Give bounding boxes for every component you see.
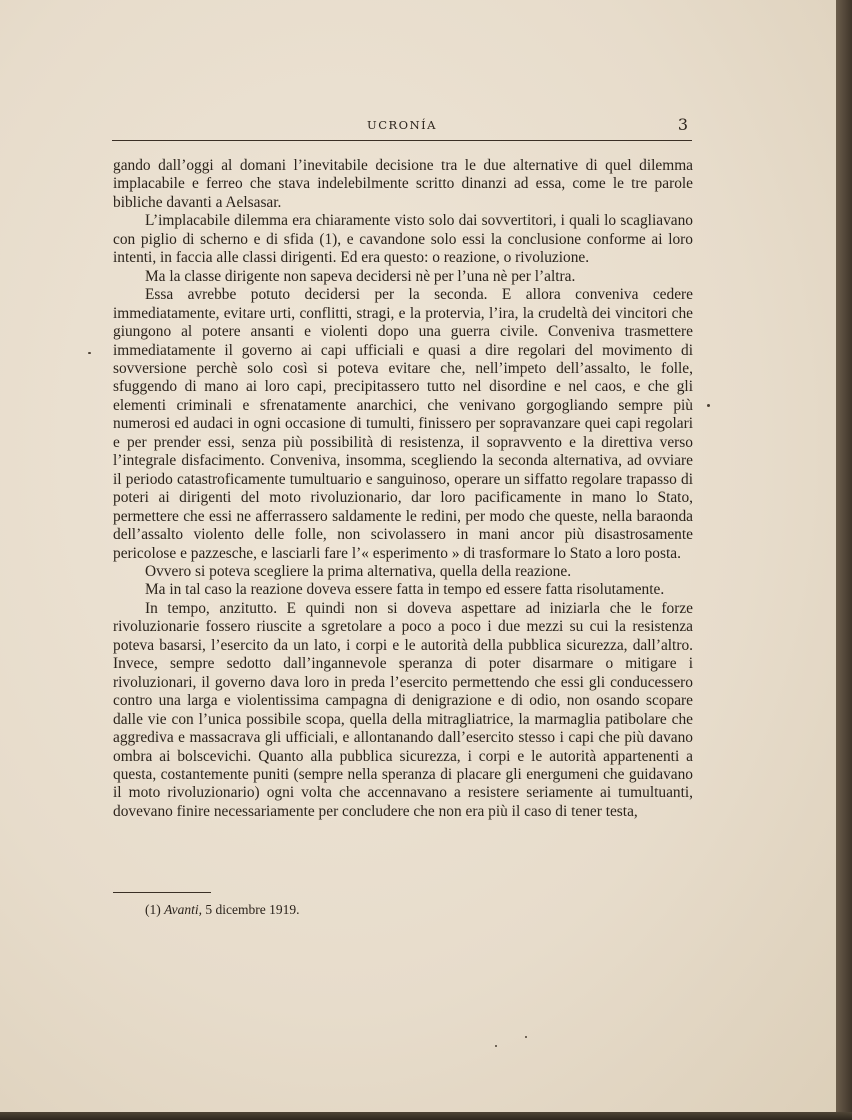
paragraph: L’implacabile dilemma era chiaramente visto solo dai sovvertitori, i quali lo scagliavano con piglio di scherno e di sfida (1), e cavandone solo essi la conclusione conforme ai loro intenti, in faccia alle classi dirigenti. Ed era questo: o reazione, o rivoluzione. bbox=[113, 212, 693, 267]
paper-speck bbox=[525, 1036, 527, 1038]
running-title: UCRONÍA bbox=[367, 118, 437, 132]
footnote-date: 5 dicembre 1919. bbox=[205, 902, 300, 917]
footnote bbox=[145, 902, 299, 918]
body-text bbox=[113, 157, 693, 821]
footnote-marker: (1) bbox=[145, 902, 161, 917]
paragraph: Ma in tal caso la reazione doveva essere fatta in tempo ed essere fatta risolutamente. bbox=[145, 581, 665, 599]
page-number: 3 bbox=[677, 115, 688, 134]
page-edge-bottom bbox=[0, 1112, 852, 1120]
paragraph: Essa avrebbe potuto decidersi per la seconda. E allora conveniva cedere immediatamente, evitare urti, conflitti, stragi, e la protervia, l’ira, la crudeltà dei vincitori che giungono al potere ansanti e violenti dopo una guerra civile. Conveniva trasmettere immediatamente il governo ai capi ufficiali e quasi a dire regolari del movimento di sovversione perchè solo così si poteva evitare che, nell’impeto dell’assalto, le folle, sfuggendo di mano ai loro capi, precipitassero tutto nel disordine e nel caos, e che gli elementi criminali e sfrenatamente anarchici, che venivano gorgogliando sempre più numerosi ed audaci in ogni occasione di tumulti, finissero per sopravanzare quei capi regolari e per prender essi, senza più possibilità di resistenza, il sopravvento e la direttiva verso l’integrale disfacimento. Conveniva, insomma, scegliendo la seconda alternativa, ad ovviare il periodo catastroficamente tumultuario e sanguinoso, operare un siffatto regolare trapasso di poteri ai dirigenti del moto rivoluzionario, dar loro pacificamente in mano lo Stato, permettere che essi ne afferrassero saldamente le redini, per modo che queste, nella baraonda dell’assalto violento delle folle, non scivolassero in mani ancor più disastrosamente pericolose e pazzesche, e lasciarli fare l’« esperimento » di trasformare lo Stato a loro posta. bbox=[113, 286, 693, 562]
paragraph: In tempo, anzitutto. E quindi non si doveva aspettare ad iniziarla che le forze rivoluzionarie fossero riuscite a sgretolare a poco a poco i due mezzi su cui la resistenza poteva basarsi, l’esercito da un lato, i corpi e le autorità della pubblica sicurezza, dall’altro. Invece, sempre sedotto dall’ingannevole speranza di poter disarmare o mitigare i rivoluzionari, il governo dava loro in preda l’esercito permettendo che essi gli conducessero contro una larga e violentissima campagna di denigrazione e di odio, non osando scopare dalle vie con l’unica possibile scopa, quella della mitragliatrice, la marmaglia patibolare che aggrediva e massacrava gli ufficiali, e allontanando dall’esercito stesso i capi che più davano ombra ai bolscevichi. Quanto alla pubblica sicurezza, i corpi e le autorità appartenenti a questa, costantemente puniti (sempre nella speranza di placare gli energumeni che guidavano il moto rivoluzionario) ogni volta che accennavano a resistere seriamente ai tumultuanti, dovevano finire necessariamente per concludere che non era più il caso di tener testa, bbox=[113, 599, 693, 820]
paper-speck bbox=[88, 352, 91, 354]
paper-speck bbox=[707, 404, 710, 407]
footnote-source: Avanti, bbox=[164, 902, 202, 917]
footnote-divider bbox=[113, 892, 211, 893]
paper-speck bbox=[495, 1045, 497, 1047]
paragraph: Ovvero si poteva scegliere la prima alternativa, quella della reazione. bbox=[145, 562, 572, 580]
page-edge-right bbox=[836, 0, 852, 1120]
paragraph: gando dall’oggi al domani l’inevitabile decisione tra le due alternative di quel dilemma implacabile e ferreo che stava indelebilmente scritto dinanzi ad essa, come le tre parole bibliche davanti a Aelsasar. bbox=[113, 157, 693, 211]
paragraph: Ma la classe dirigente non sapeva decidersi nè per l’una nè per l’altra. bbox=[145, 267, 576, 285]
page-header bbox=[112, 114, 692, 141]
